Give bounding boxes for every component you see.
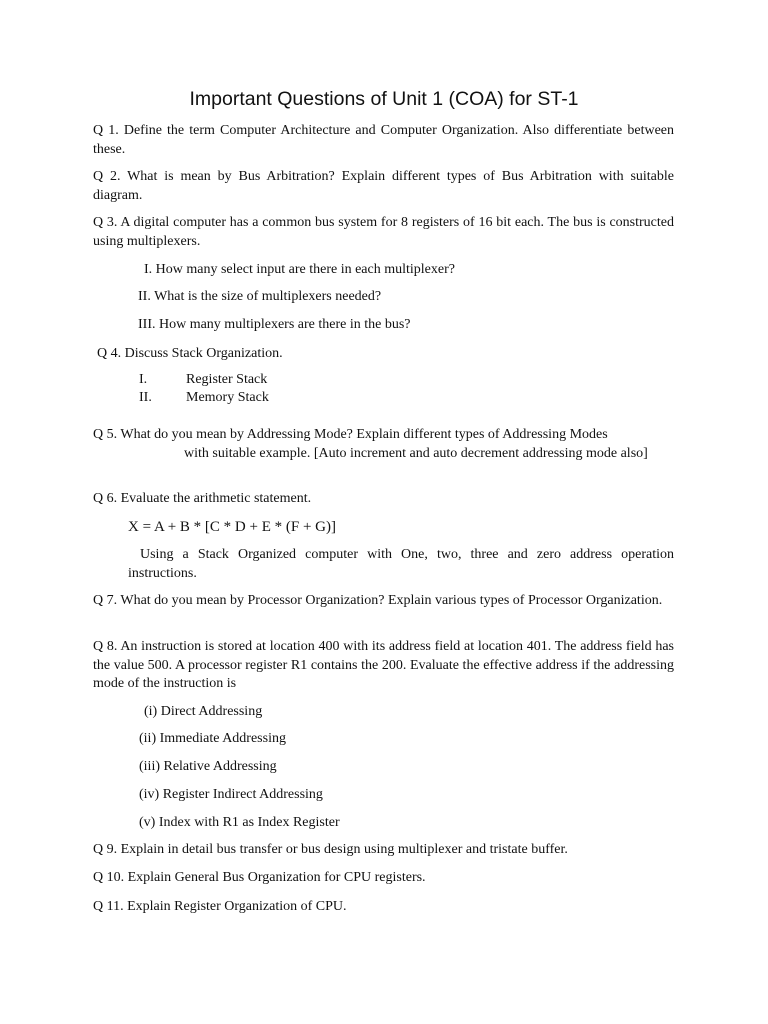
q8-item-3: (iii) Relative Addressing <box>139 759 277 774</box>
question-5-first-line: Q 5. What do you mean by Addressing Mode? Explain different types of Addressing Modes <box>93 427 608 442</box>
q8-item-2: (ii) Immediate Addressing <box>139 731 286 746</box>
question-4: Q 4. Discuss Stack Organization. <box>97 346 283 361</box>
question-8: Q 8. An instruction is stored at location 400 with its address field at location 401. The address field has the value 500. A processor register R1 contains the 200. Evaluate the effective address if the addressing mode of the instruction is <box>93 639 674 691</box>
question-2: Q 2. What is mean by Bus Arbitration? Explain different types of Bus Arbitration with suitable diagram. <box>93 169 674 203</box>
question-7: Q 7. What do you mean by Processor Organization? Explain various types of Processor Organization. <box>93 593 663 608</box>
q8-item-5: (v) Index with R1 as Index Register <box>139 815 340 830</box>
question-11: Q 11. Explain Register Organization of CPU. <box>93 899 347 914</box>
q6-expression: X = A + B * [C * D + E * (F + G)] <box>128 519 337 535</box>
q6-note: Using a Stack Organized computer with One, two, three and zero address operation instructions. <box>128 547 674 581</box>
q8-item-4: (iv) Register Indirect Addressing <box>139 787 323 802</box>
q3-item-1: I. How many select input are there in each multiplexer? <box>144 262 455 277</box>
question-5 <box>93 426 674 463</box>
question-6: Q 6. Evaluate the arithmetic statement. <box>93 491 312 506</box>
q4-item-1-number: I. <box>139 372 148 387</box>
page-title: Important Questions of Unit 1 (COA) for ST-1 <box>189 88 579 110</box>
question-5-continuation: with suitable example. [Auto increment and auto decrement addressing mode also] <box>184 445 648 461</box>
q3-item-3: III. How many multiplexers are there in the bus? <box>138 317 411 332</box>
question-9: Q 9. Explain in detail bus transfer or bus design using multiplexer and tristate buffer. <box>93 842 568 857</box>
question-10: Q 10. Explain General Bus Organization for CPU registers. <box>93 870 426 885</box>
question-1: Q 1. Define the term Computer Architecture and Computer Organization. Also differentiate between these. <box>93 123 674 157</box>
q8-item-1: (i) Direct Addressing <box>144 704 263 719</box>
q3-item-2: II. What is the size of multiplexers needed? <box>138 289 382 304</box>
q4-item-2-text: Memory Stack <box>186 390 269 405</box>
q4-item-1-text: Register Stack <box>186 372 268 387</box>
question-3: Q 3. A digital computer has a common bus system for 8 registers of 16 bit each. The bus is constructed using multiplexers. <box>93 215 674 249</box>
q4-item-2-number: II. <box>139 390 152 405</box>
